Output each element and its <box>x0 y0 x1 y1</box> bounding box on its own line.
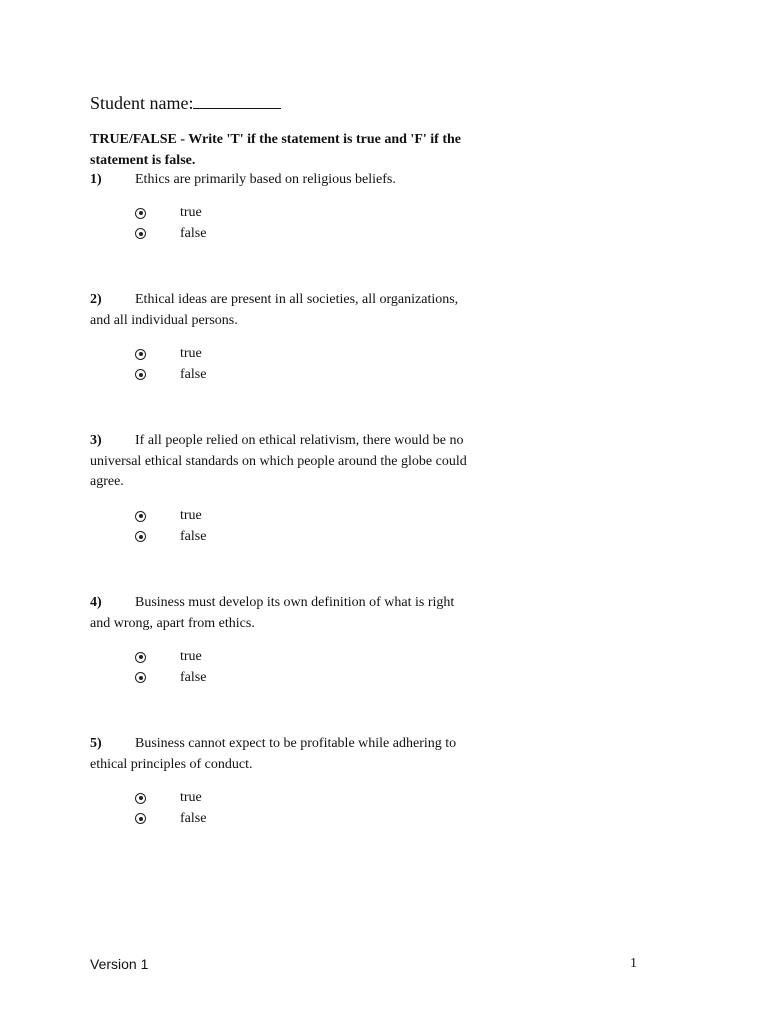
question-2-options <box>135 344 206 385</box>
radio-icon[interactable] <box>135 672 146 683</box>
option-label: false <box>180 366 207 382</box>
question-3-options <box>135 506 206 547</box>
option-true[interactable] <box>135 344 206 365</box>
option-label: true <box>180 508 202 523</box>
question-1-options <box>135 203 206 244</box>
question-4-options <box>135 647 206 688</box>
radio-icon[interactable] <box>135 369 146 380</box>
option-false[interactable] <box>135 527 206 548</box>
question-text: Business cannot expect to be profitable while adhering to ethical principles of conduct. <box>90 736 457 772</box>
question-1 <box>90 170 475 191</box>
question-number: 2) <box>90 292 102 307</box>
option-false[interactable] <box>135 668 206 689</box>
radio-icon[interactable] <box>135 511 146 522</box>
option-label: false <box>180 528 207 544</box>
version-label: Version 1 <box>90 956 149 972</box>
radio-icon[interactable] <box>135 652 146 663</box>
question-number: 3) <box>90 433 102 448</box>
radio-icon[interactable] <box>135 813 146 824</box>
page-number: 1 <box>630 956 637 971</box>
option-true[interactable] <box>135 506 206 527</box>
option-true[interactable] <box>135 647 206 668</box>
question-number: 4) <box>90 595 102 610</box>
question-text: Ethics are primarily based on religious beliefs. <box>135 172 396 187</box>
option-label: false <box>180 810 207 826</box>
radio-icon[interactable] <box>135 228 146 239</box>
option-true[interactable] <box>135 203 206 224</box>
radio-icon[interactable] <box>135 793 146 804</box>
question-5 <box>90 734 475 775</box>
question-text: Ethical ideas are present in all societies, all organizations, and all individual persons. <box>90 292 459 328</box>
option-label: false <box>180 669 207 685</box>
question-5-options <box>135 788 206 829</box>
question-number: 5) <box>90 736 102 751</box>
question-2 <box>90 290 475 331</box>
option-label: true <box>180 790 202 805</box>
question-text: If all people relied on ethical relativism, there would be no universal ethical standards on which people around the globe could agree. <box>90 433 467 489</box>
option-label: false <box>180 225 207 241</box>
option-label: true <box>180 346 202 361</box>
student-name-blank[interactable] <box>193 92 281 109</box>
question-text: Business must develop its own definition of what is right and wrong, apart from ethics. <box>90 595 455 631</box>
radio-icon[interactable] <box>135 531 146 542</box>
option-true[interactable] <box>135 788 206 809</box>
instructions: TRUE/FALSE - Write 'T' if the statement is true and 'F' if the statement is false. <box>90 132 461 168</box>
question-3 <box>90 431 475 493</box>
radio-icon[interactable] <box>135 349 146 360</box>
option-label: true <box>180 649 202 664</box>
radio-icon[interactable] <box>135 208 146 219</box>
option-false[interactable] <box>135 224 206 245</box>
option-false[interactable] <box>135 365 206 386</box>
question-number: 1) <box>90 172 102 187</box>
student-name-label: Student name: <box>90 93 194 113</box>
option-label: true <box>180 205 202 220</box>
option-false[interactable] <box>135 809 206 830</box>
question-4 <box>90 593 475 634</box>
student-name-line <box>90 92 281 114</box>
